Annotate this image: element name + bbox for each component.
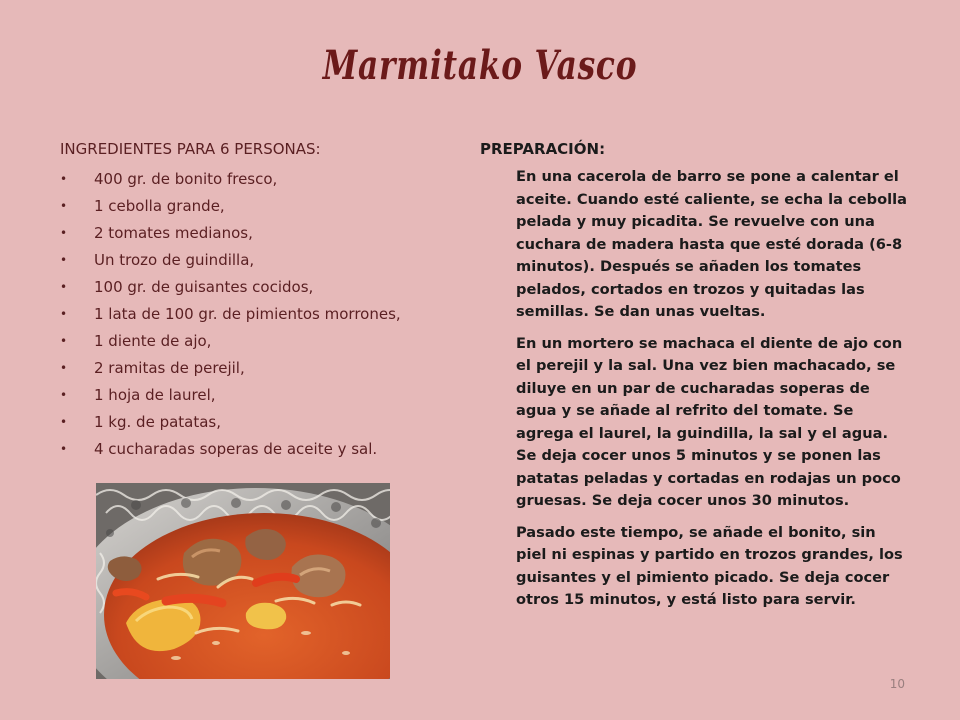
ingredient-text: 1 lata de 100 gr. de pimientos morrones, (94, 305, 401, 323)
bullet-icon: • (60, 172, 68, 186)
stew-photo (96, 483, 390, 679)
ingredient-text: 400 gr. de bonito fresco, (94, 170, 278, 188)
list-item (60, 384, 440, 411)
list-item (60, 357, 440, 384)
ingredients-list (60, 168, 440, 465)
page-number: 10 (889, 677, 905, 691)
list-item (60, 438, 440, 465)
list-item (60, 276, 440, 303)
ingredients-heading: INGREDIENTES PARA 6 PERSONAS: (60, 140, 321, 158)
ingredient-text: 1 cebolla grande, (94, 197, 225, 215)
preparation-paragraph: En un mortero se machaca el diente de ajo con el perejil y la sal. Una vez bien machacado, se diluye en un par de cucharadas soperas de agua y se añade al refrito del tomate. Se agrega el laurel, la guindilla, la sal y el agua. Se deja cocer unos 5 minutos y se ponen las patatas peladas y cortadas en rodajas un poco gruesas. Se deja cocer unos 30 minutos. (516, 334, 903, 509)
bullet-icon: • (60, 307, 68, 321)
list-item (60, 195, 440, 222)
bullet-icon: • (60, 388, 68, 402)
list-item (60, 330, 440, 357)
preparation-heading: PREPARACIÓN: (480, 140, 606, 158)
ingredient-text: 2 ramitas de perejil, (94, 359, 245, 377)
ingredients-section (60, 140, 440, 465)
bullet-icon: • (60, 280, 68, 294)
list-item (60, 168, 440, 195)
bullet-icon: • (60, 334, 68, 348)
list-item (60, 303, 440, 330)
ingredient-text: 1 kg. de patatas, (94, 413, 222, 431)
list-item (60, 411, 440, 438)
ingredient-text: 2 tomates medianos, (94, 224, 253, 242)
ingredient-text: Un trozo de guindilla, (94, 251, 255, 269)
bullet-icon: • (60, 226, 68, 240)
bullet-icon: • (60, 415, 68, 429)
ingredient-text: 4 cucharadas soperas de aceite y sal. (94, 440, 378, 458)
slide-title: Marmitako Vasco (322, 42, 638, 89)
bullet-icon: • (60, 199, 68, 213)
bullet-icon: • (60, 361, 68, 375)
bullet-icon: • (60, 442, 68, 456)
ingredient-text: 100 gr. de guisantes cocidos, (94, 278, 314, 296)
list-item (60, 249, 440, 276)
preparation-paragraph: Pasado este tiempo, se añade el bonito, sin piel ni espinas y partido en trozos grandes, los guisantes y el pimiento picado. Se deja cocer otros 15 minutos, y está listo para servir. (516, 523, 903, 608)
ingredient-text: 1 diente de ajo, (94, 332, 212, 350)
preparation-paragraph: En una cacerola de barro se pone a calentar el aceite. Cuando esté caliente, se echa la cebolla pelada y muy picadita. Se revuelve con una cuchara de madera hasta que esté dorada (6-8 minutos). Después se añaden los tomates pelados, cortados en trozos y quitadas las semillas. Se dan unas vueltas. (516, 168, 907, 320)
bullet-icon: • (60, 253, 68, 267)
list-item (60, 222, 440, 249)
ingredient-text: 1 hoja de laurel, (94, 386, 216, 404)
preparation-section (480, 140, 910, 621)
